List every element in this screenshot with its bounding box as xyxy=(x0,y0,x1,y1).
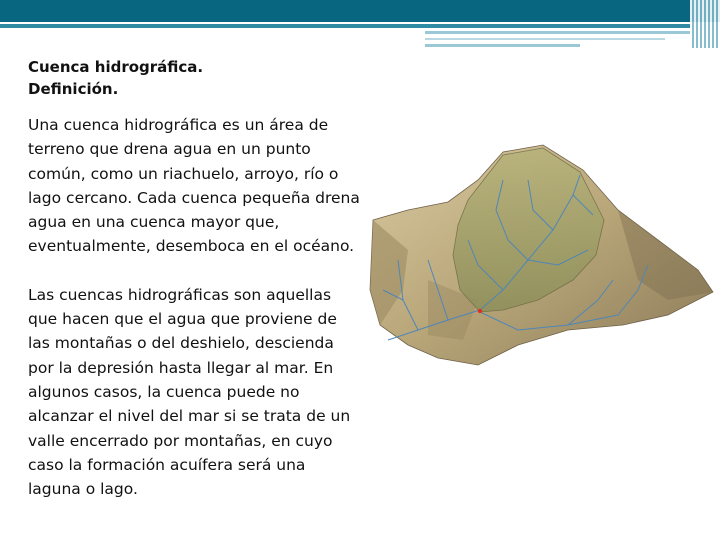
paragraph-description: Las cuencas hidrográficas son aquellas que hacen que el agua que proviene de las montañas o del deshielo, descienda por la depresión hasta llegar al mar. En algunos casos, la cuenca puede no alcanzar el nivel del mar si se trata de un valle encerrado por montañas, en cuyo caso la formación acuífera será una laguna o lago. xyxy=(28,285,351,499)
slide-body xyxy=(28,113,360,501)
header-bar xyxy=(0,0,720,22)
accent-line xyxy=(425,38,665,40)
accent-line xyxy=(425,31,690,34)
slide-title xyxy=(28,56,358,100)
header-stripes xyxy=(690,0,720,48)
watershed-terrain-image xyxy=(368,140,718,370)
title-line-2: Definición. xyxy=(28,80,119,98)
title-line-1: Cuenca hidrográfica. xyxy=(28,58,204,76)
accent-line xyxy=(0,24,690,28)
accent-line xyxy=(425,44,580,47)
outlet-point xyxy=(478,309,482,313)
paragraph-definition: Una cuenca hidrográfica es un área de terreno que drena agua en un punto común, como un riachuelo, arroyo, río o lago cercano. Cada cuenca pequeña drena agua en una cuenca mayor que, eventualmente, desemboca en el océano. xyxy=(28,116,360,256)
